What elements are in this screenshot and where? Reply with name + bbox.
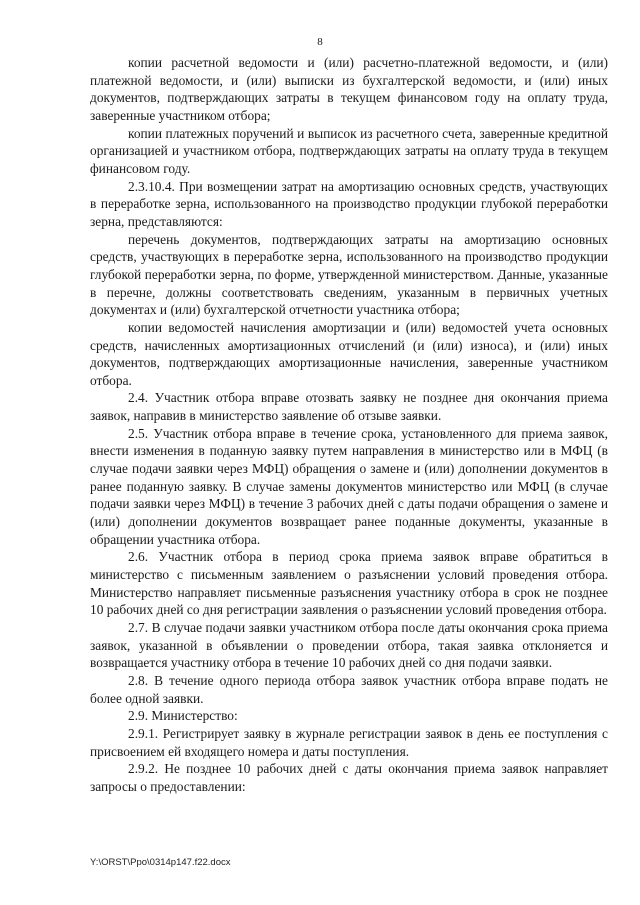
footer-file-path: Y:\ORST\Ppo\0314p147.f22.docx [90, 857, 231, 868]
paragraph-2-5: 2.5. Участник отбора вправе в течение срока, установленного для приема заявок, внести изменения в поданную заявку путем направления в министерство или в МФЦ (в случае подачи заявки через МФЦ) обращения о замене и (или) дополнении документов в ранее поданную заявку. В случае замены документов министерство или МФЦ (в случае подачи заявки через МФЦ) в течение 3 рабочих дней с даты подачи обращения о замене и (или) дополнении документов возвращает ранее поданные документы, указанные в обращении участника отбора. [90, 425, 608, 547]
paragraph-2-9: 2.9. Министерство: [128, 708, 238, 724]
page-number: 8 [317, 36, 323, 48]
paragraph-2-8: 2.8. В течение одного периода отбора заявок участник отбора вправе подать не более одной заявки. [90, 672, 608, 706]
paragraph-2-9-1: 2.9.1. Регистрирует заявку в журнале регистрации заявок в день ее поступления с присвоением ей входящего номера и даты поступления. [90, 725, 608, 759]
paragraph-depreciation-copies: копии ведомостей начисления амортизации и (или) ведомостей учета основных средств, начисленных амортизационных отчислений (и (или) износа), и (или) иных документов, подтверждающих амортизационные начисления, заверенные участником отбора. [90, 319, 608, 388]
paragraph-payroll-copies: копии расчетной ведомости и (или) расчетно-платежной ведомости, и (или) платежной ведомости, и (или) выписки из бухгалтерской ведомости, и (или) иных документов, подтверждающих затраты в текущем финансовом году на оплату труда, заверенные участником отбора; [90, 55, 608, 123]
paragraph-2-7: 2.7. В случае подачи заявки участником отбора после даты окончания срока приема заявок, указанной в объявлении о проведении отбора, такая заявка отклоняется и возвращается участнику отбора в течение 10 рабочих дней со дня подачи заявки. [90, 620, 608, 671]
paragraph-2-4: 2.4. Участник отбора вправе отозвать заявку не позднее дня окончания приема заявок, направив в министерство заявление об отзыве заявки. [90, 390, 608, 424]
paragraph-2-9-2: 2.9.2. Не позднее 10 рабочих дней с даты окончания приема заявок направляет запросы о предоставлении: [90, 761, 608, 794]
paragraph-depreciation-list: перечень документов, подтверждающих затраты на амортизацию основных средств, участвующих в переработке зерна, использованного на производство продукции глубокой переработки зерна, по форме, утвержденной министерством. Данные, указанные в перечне, должны соответствовать сведениям, указанным в первичных учетных документах и (или) бухгалтерской отчетности участника отбора; [90, 231, 608, 318]
paragraph-payment-orders: копии платежных поручений и выписок из расчетного счета, заверенные кредитной организацией и участником отбора, подтверждающих затраты на оплату труда в текущем финансовом году. [90, 125, 608, 176]
paragraph-2-3-10-4: 2.3.10.4. При возмещении затрат на амортизацию основных средств, участвующих в переработке зерна, использованного на производство продукции глубокой переработки зерна, представляются: [90, 178, 608, 229]
paragraph-2-6: 2.6. Участник отбора в период срока приема заявок вправе обратиться в министерство с письменным заявлением о разъяснении условий проведения отбора. Министерство направляет письменные разъяснения участнику отбора в срок не позднее 10 рабочих дней со дня регистрации заявления о разъяснении условий проведения отбора. [90, 549, 608, 618]
document-body [90, 54, 608, 796]
